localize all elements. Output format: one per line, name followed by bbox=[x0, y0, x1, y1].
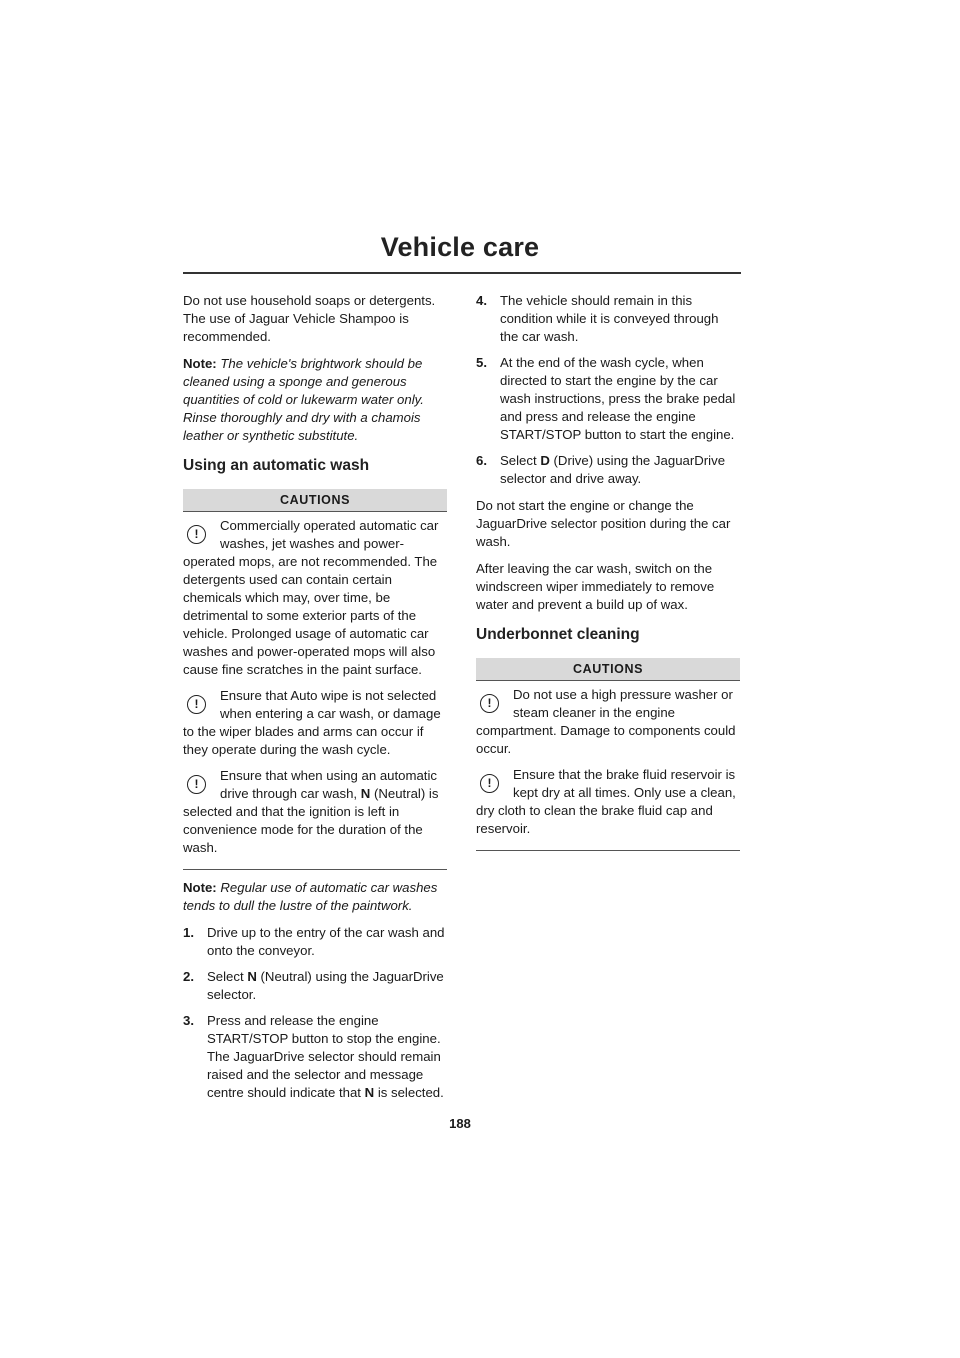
note-label: Note: bbox=[183, 880, 217, 895]
step-text: Drive up to the entry of the car wash and onto the conveyor. bbox=[207, 925, 445, 958]
caution-text-part: (Neutral) is selected and that the ignition is left in convenience mode for the duration of the wash. bbox=[183, 786, 439, 855]
caution-text-part: Ensure that when using an automatic drive through car wash, bbox=[220, 768, 437, 801]
neutral-key: N bbox=[247, 969, 257, 984]
caution-text bbox=[183, 768, 438, 855]
caution-text: Commercially operated automatic car washes, jet washes and power-operated mops, are not recommended. The detergents used can contain certain chemicals which may, over time, be detrimental to some exterior parts of the vehicle. Prolonged usage of automatic car washes and power-operated mops will also cause fine scratches in the paint surface. bbox=[183, 518, 439, 677]
exclamation-circle-icon: ! bbox=[187, 695, 206, 714]
cautions-header: CAUTIONS bbox=[476, 658, 740, 681]
caution-item bbox=[476, 686, 740, 758]
wash-steps-list bbox=[183, 924, 447, 1102]
step-number: 4. bbox=[476, 293, 487, 308]
note-paintwork bbox=[183, 879, 447, 915]
cautions-box-automatic-wash bbox=[183, 489, 447, 870]
step-number: 5. bbox=[476, 355, 487, 370]
step-text-part: Select bbox=[207, 969, 248, 984]
step-text-part: (Drive) using the JaguarDrive selector and drive away. bbox=[500, 453, 726, 486]
step-number: 3. bbox=[183, 1013, 194, 1028]
page-number: 188 bbox=[449, 1116, 471, 1131]
step-text-part: (Neutral) using the JaguarDrive selector. bbox=[207, 969, 444, 1002]
step-text-part: Select bbox=[500, 453, 541, 468]
step-text bbox=[207, 969, 444, 1002]
step-item bbox=[476, 452, 740, 488]
neutral-key: N bbox=[364, 1085, 375, 1100]
note-label: Note: bbox=[183, 356, 217, 371]
step-item bbox=[183, 924, 447, 960]
left-column bbox=[183, 292, 447, 1111]
paragraph-selector-warning: Do not start the engine or change the JaguarDrive selector position during the car wash. bbox=[476, 498, 731, 549]
caution-item bbox=[476, 766, 740, 838]
caution-text: Ensure that the brake fluid reservoir is kept dry at all times. Only use a clean, dry cloth to clean the brake fluid cap and reservoir. bbox=[476, 767, 736, 836]
cautions-header: CAUTIONS bbox=[183, 489, 447, 512]
exclamation-circle-icon: ! bbox=[480, 774, 499, 793]
paragraph-wiper-advice: After leaving the car wash, switch on the windscreen wiper immediately to remove water and prevent a build up of wax. bbox=[476, 561, 715, 612]
cautions-box-underbonnet bbox=[476, 658, 740, 851]
step-text-part: is selected. bbox=[374, 1085, 444, 1100]
title-divider bbox=[183, 272, 741, 274]
caution-item bbox=[183, 767, 447, 857]
drive-key: D bbox=[540, 453, 550, 468]
caution-text: Ensure that Auto wipe is not selected when entering a car wash, or damage to the wiper blades and arms can occur if they operate during the wash cycle. bbox=[183, 688, 441, 757]
step-number: 6. bbox=[476, 453, 487, 468]
step-item bbox=[183, 968, 447, 1004]
note-brightwork bbox=[183, 355, 447, 445]
step-item bbox=[476, 354, 740, 444]
step-number: 1. bbox=[183, 925, 194, 940]
exclamation-circle-icon: ! bbox=[187, 525, 206, 544]
wash-steps-list-continued bbox=[476, 292, 740, 488]
step-text-part: Press and release the engine START/STOP button to stop the engine. The JaguarDrive selector should remain raised and the selector and message centre should indicate that bbox=[207, 1013, 441, 1100]
caution-item bbox=[183, 517, 447, 679]
heading-automatic-wash: Using an automatic wash bbox=[183, 457, 370, 474]
intro-paragraph: Do not use household soaps or detergents. The use of Jaguar Vehicle Shampoo is recommended. bbox=[183, 293, 436, 344]
exclamation-circle-icon: ! bbox=[187, 775, 206, 794]
step-item bbox=[183, 1012, 447, 1102]
step-item bbox=[476, 292, 740, 346]
step-number: 2. bbox=[183, 969, 194, 984]
right-column bbox=[476, 292, 740, 860]
note-text: The vehicle's brightwork should be cleaned using a sponge and generous quantities of cold or lukewarm water only. Rinse thoroughly and dry with a chamois leather or synthetic substitute. bbox=[183, 356, 424, 443]
step-text bbox=[500, 453, 725, 486]
step-text: At the end of the wash cycle, when directed to start the engine by the car wash instructions, press the brake pedal and press and release the engine START/STOP button to start the engine. bbox=[500, 355, 736, 442]
note-text: Regular use of automatic car washes tends to dull the lustre of the paintwork. bbox=[183, 880, 438, 913]
caution-text: Do not use a high pressure washer or steam cleaner in the engine compartment. Damage to components could occur. bbox=[476, 687, 736, 756]
step-text: The vehicle should remain in this condition while it is conveyed through the car wash. bbox=[500, 293, 719, 344]
page-title: Vehicle care bbox=[380, 232, 540, 262]
caution-item bbox=[183, 687, 447, 759]
step-text bbox=[207, 1013, 444, 1100]
heading-underbonnet-cleaning: Underbonnet cleaning bbox=[476, 626, 640, 643]
neutral-key: N bbox=[360, 786, 371, 801]
exclamation-circle-icon: ! bbox=[480, 694, 499, 713]
